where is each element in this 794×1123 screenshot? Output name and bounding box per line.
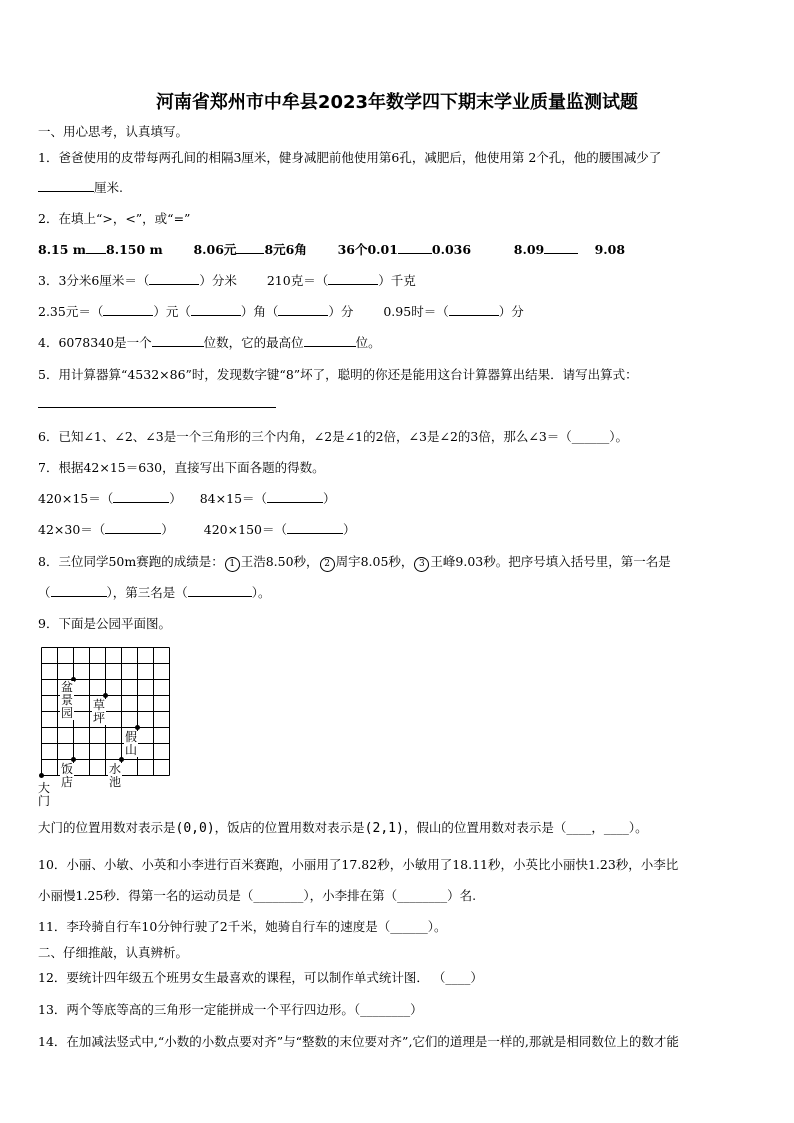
question-1-line2: 厘米. (38, 178, 123, 196)
answer-blank[interactable] (51, 584, 107, 597)
answer-blank[interactable] (267, 490, 323, 503)
question-7-line1: 420×15＝（ ） 84×15＝（ ） (38, 491, 336, 506)
section-1-heading: 一、用心思考，认真填写。 (38, 124, 189, 139)
question-6: 6．已知∠1、∠2、∠3是一个三角形的三个内角，∠2是∠1的2倍，∠3是∠2的3倍，那么∠3＝（______）。 (38, 429, 629, 444)
section-2-heading: 二、仔细推敲，认真辨析。 (38, 945, 189, 960)
question-9-text: 大门的位置用数对表示是(0,0)，饭店的位置用数对表示是(2,1)，假山的位置用数对表示是（____，____）。 (38, 820, 648, 836)
answer-blank[interactable] (191, 303, 241, 316)
question-2-heading: 2．在填上“>，<”，或“=” (38, 211, 191, 226)
answer-blank[interactable] (449, 303, 499, 316)
answer-blank[interactable] (103, 303, 153, 316)
question-8-line1: 8．三位同学50m赛跑的成绩是： 1 王浩8.50秒， 2 周宇8.05秒， 3 王峰9.03秒。把序号填入括号里，第一名是 (38, 552, 671, 572)
pond-label: 水池 (109, 762, 122, 789)
question-2-items: 8.15 m 8.150 m 8.06元 8元6角 36个0.01 0.036 8.09 9.08 (38, 242, 626, 257)
rockery-label: 假山 (125, 730, 138, 757)
question-7-line2: 42×30＝（ ） 420×150＝（ ） (38, 522, 356, 537)
question-1-line1: 1．爸爸使用的皮带每两孔间的相隔3厘米，健身减肥前他使用第6孔，减肥后，他使用第 2个孔，他的腰围减少了 (38, 150, 662, 165)
question-11: 11．李玲骑自行车10分钟行驶了2千米，她骑自行车的速度是（______）。 (38, 919, 447, 934)
page-title: 河南省郑州市中牟县2023年数学四下期末学业质量监测试题 (155, 92, 639, 113)
answer-blank[interactable] (287, 521, 343, 534)
answer-blank[interactable] (188, 584, 252, 597)
compare-blank[interactable] (236, 241, 264, 254)
question-5: 5．用计算器算“4532×86”时，发现数字键“8”坏了，聪明的你还是能用这台计算器算出结果．请写出算式： (38, 367, 638, 382)
gate-label: 大门 (38, 781, 51, 808)
question-4: 4．6078340是一个 位数，它的最高位 位。 (38, 335, 381, 350)
compare-blank[interactable] (86, 241, 106, 254)
question-10-line1: 10．小丽、小敏、小英和小李进行百米赛跑，小丽用了17.82秒，小敏用了18.11秒，小英比小丽快1.23秒，小李比 (38, 857, 679, 872)
number-circle-3: 3 (414, 557, 429, 572)
answer-blank[interactable] (328, 272, 378, 285)
question-8-line2: （ ），第三名是（ ）。 (38, 585, 271, 600)
answer-blank[interactable] (105, 521, 161, 534)
question-3-line1: 3．3分米6厘米＝（ ）分米 210克＝（ ）千克 (38, 273, 416, 288)
number-circle-1: 1 (225, 557, 240, 572)
answer-blank[interactable] (113, 490, 169, 503)
question-3-line2: 2.35元＝（ ）元（ ）角（ ）分 0.95时＝（ ）分 (38, 304, 524, 319)
answer-blank[interactable] (152, 334, 204, 347)
question-13: 13．两个等底等高的三角形一定能拼成一个平行四边形。（________） (38, 1002, 423, 1017)
number-circle-2: 2 (320, 557, 335, 572)
answer-blank[interactable] (38, 179, 94, 192)
lawn-label: 草坪 (93, 698, 106, 725)
restaurant-label: 饭店 (61, 762, 74, 789)
compare-blank[interactable] (398, 241, 432, 254)
answer-blank[interactable] (149, 272, 199, 285)
question-9-heading: 9．下面是公园平面图。 (38, 616, 171, 631)
answer-blank[interactable] (304, 334, 356, 347)
scenic-garden-label: 盆景园 (61, 680, 74, 720)
question-14: 14．在加减法竖式中,“小数的小数点要对齐”与“整数的末位要对齐”,它们的道理是一样的,那就是相同数位上的数才能 (38, 1034, 679, 1049)
compare-blank[interactable] (544, 241, 578, 254)
question-7-heading: 7．根据42×15＝630，直接写出下面各题的得数。 (38, 460, 325, 475)
answer-blank[interactable] (278, 303, 328, 316)
question-12: 12．要统计四年级五个班男女生最喜欢的课程，可以制作单式统计图． （____） (38, 970, 483, 985)
gate-point (39, 773, 44, 778)
answer-line[interactable] (38, 407, 276, 408)
question-10-line2: 小丽慢1.25秒．得第一名的运动员是（________），小李排在第（________）名. (38, 888, 477, 903)
